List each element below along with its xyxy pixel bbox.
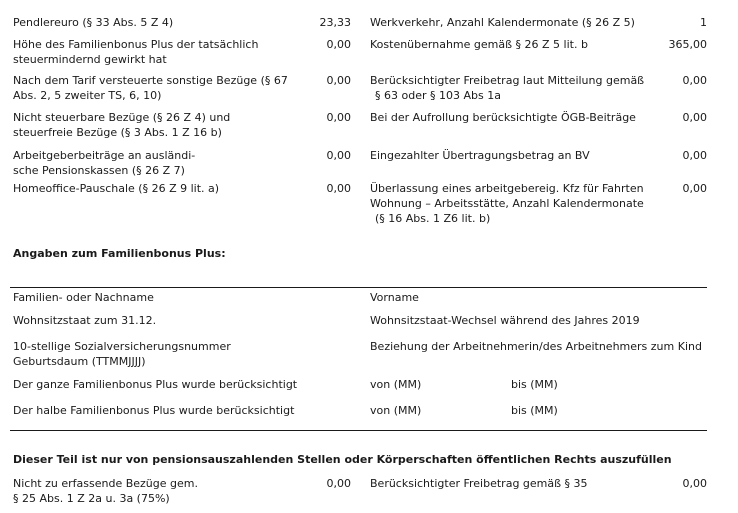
right-row-1-value: 365,00 [668, 38, 707, 51]
geburtsdatum-label: Geburtsdaum (TTMMJJJJ) [13, 355, 146, 368]
right-row-1-label-line-0: Kostenübernahme gemäß § 26 Z 5 lit. b [370, 38, 588, 51]
left-row-1-value: 0,00 [326, 38, 351, 51]
svnr-label: 10-stellige Sozialversicherungsnummer [13, 340, 231, 353]
pension-heading: Dieser Teil ist nur von pensionsauszahlenden Stellen oder Körperschaften öffentlichen Rechts auszufüllen [13, 453, 672, 466]
ganz-bis-label: bis (MM) [511, 378, 558, 391]
right-row-5-label-line-2: (§ 16 Abs. 1 Z6 lit. b) [375, 212, 491, 225]
pension-divider [10, 430, 707, 431]
left-row-2-label-line-0: Nach dem Tarif versteuerte sonstige Bezüge (§ 67 [13, 74, 288, 87]
left-row-3-label-line-0: Nicht steuerbare Bezüge (§ 26 Z 4) und [13, 111, 231, 124]
left-row-5-value: 0,00 [326, 182, 351, 195]
ganz-von-label: von (MM) [370, 378, 422, 391]
left-row-3-value: 0,00 [326, 111, 351, 124]
right-row-5-label-line-1: Wohnung – Arbeitsstätte, Anzahl Kalendermonate [370, 197, 644, 210]
right-row-5-label-line-0: Überlassung eines arbeitgebereig. Kfz für Fahrten [370, 182, 644, 195]
right-row-3-label-line-0: Bei der Aufrollung berücksichtigte ÖGB-Beiträge [370, 111, 636, 124]
halb-bis-label: bis (MM) [511, 404, 558, 417]
left-row-2-value: 0,00 [326, 74, 351, 87]
family-heading: Angaben zum Familienbonus Plus: [13, 247, 226, 260]
halb-von-label: von (MM) [370, 404, 422, 417]
pension-left-value: 0,00 [326, 477, 351, 490]
vorname-label: Vorname [370, 291, 419, 304]
left-row-0-label-line-0: Pendlereuro (§ 33 Abs. 5 Z 4) [13, 16, 174, 29]
pension-right-label: Berücksichtigter Freibetrag gemäß § 35 [370, 477, 588, 490]
right-row-2-label-line-1: § 63 oder § 103 Abs 1a [375, 89, 501, 102]
ganz-bonus-label: Der ganze Familienbonus Plus wurde berücksichtigt [13, 378, 298, 391]
right-row-0-label-line-0: Werkverkehr, Anzahl Kalendermonate (§ 26 Z 5) [370, 16, 635, 29]
left-row-0-value: 23,33 [319, 16, 351, 29]
left-row-1-label-line-0: Höhe des Familienbonus Plus der tatsächlich [13, 38, 259, 51]
right-row-4-value: 0,00 [682, 149, 707, 162]
family-divider [10, 287, 707, 288]
left-row-2-label-line-1: Abs. 2, 5 zweiter TS, 6, 10) [13, 89, 162, 102]
right-row-0-value: 1 [700, 16, 707, 29]
left-row-4-label-line-1: sche Pensionskassen (§ 26 Z 7) [13, 164, 185, 177]
left-row-1-label-line-1: steuermindernd gewirkt hat [13, 53, 167, 66]
pension-left-line2: § 25 Abs. 1 Z 2a u. 3a (75%) [13, 492, 170, 505]
right-row-2-label-line-0: Berücksichtigter Freibetrag laut Mitteilung gemäß [370, 74, 645, 87]
wohnsitz-label: Wohnsitzstaat zum 31.12. [13, 314, 157, 327]
name-label: Familien- oder Nachname [13, 291, 154, 304]
pension-right-value: 0,00 [682, 477, 707, 490]
right-row-5-value: 0,00 [682, 182, 707, 195]
left-row-4-label-line-0: Arbeitgeberbeiträge an ausländi- [13, 149, 196, 162]
right-row-2-value: 0,00 [682, 74, 707, 87]
left-row-5-label-line-0: Homeoffice-Pauschale (§ 26 Z 9 lit. a) [13, 182, 220, 195]
wohnsitz-wechsel-label: Wohnsitzstaat-Wechsel während des Jahres 2019 [370, 314, 640, 327]
left-row-3-label-line-1: steuerfreie Bezüge (§ 3 Abs. 1 Z 16 b) [13, 126, 222, 139]
beziehung-label: Beziehung der Arbeitnehmerin/des Arbeitnehmers zum Kind [370, 340, 702, 353]
pension-left-line1: Nicht zu erfassende Bezüge gem. [13, 477, 198, 490]
left-row-4-value: 0,00 [326, 149, 351, 162]
right-row-3-value: 0,00 [682, 111, 707, 124]
right-row-4-label-line-0: Eingezahlter Übertragungsbetrag an BV [370, 149, 590, 162]
halb-bonus-label: Der halbe Familienbonus Plus wurde berücksichtigt [13, 404, 295, 417]
